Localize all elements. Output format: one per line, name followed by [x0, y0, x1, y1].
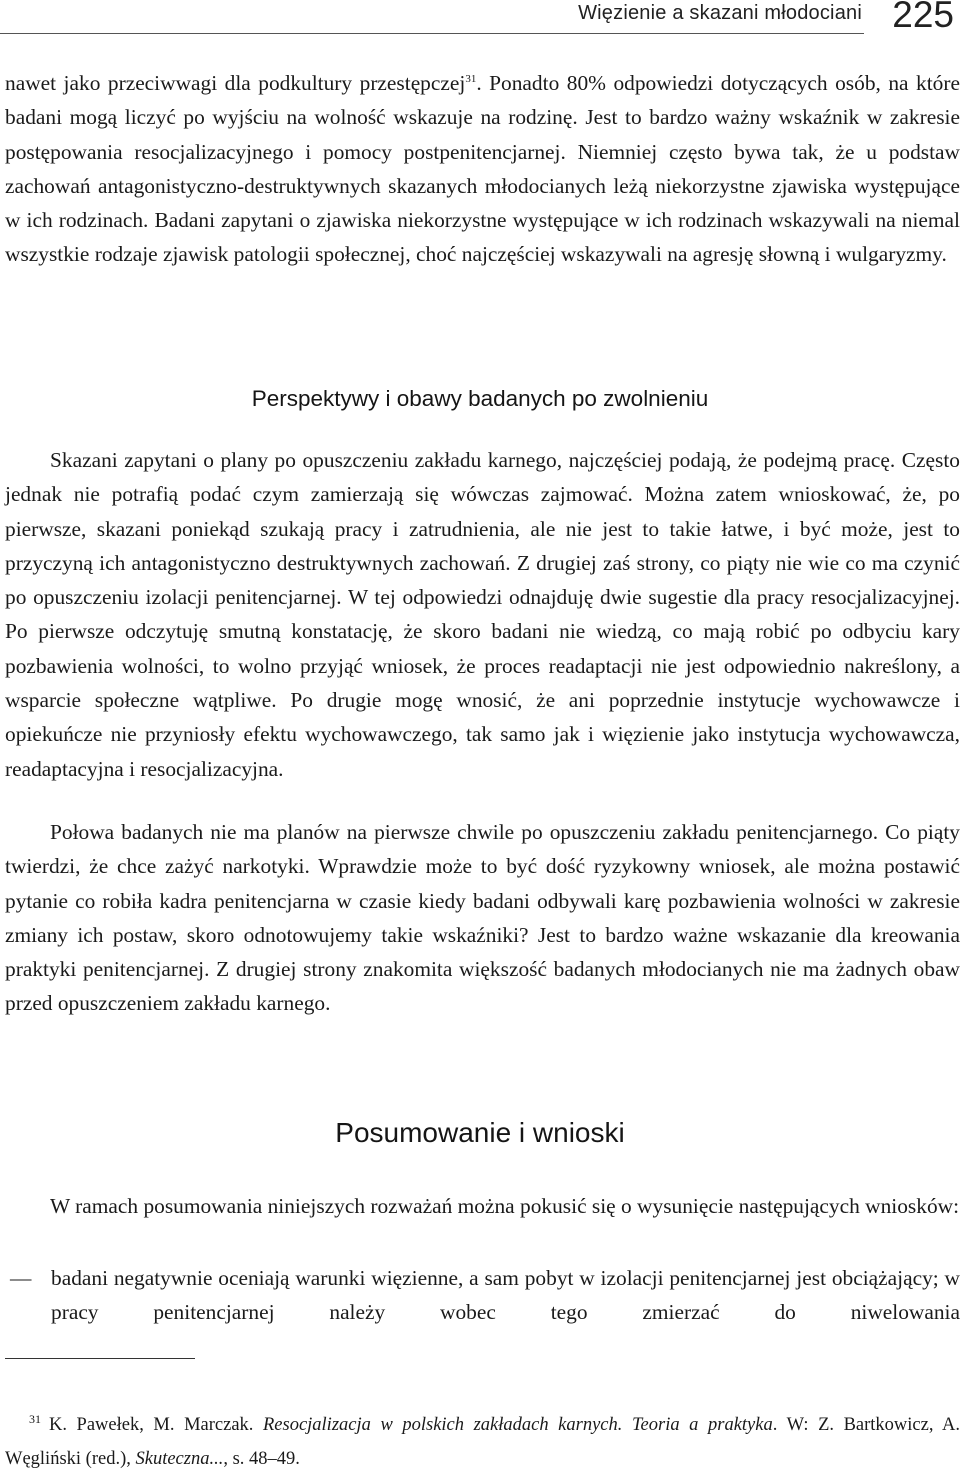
paragraph-summary-intro: W ramach posumowania niniejszych rozważań można pokusić się o wysunięcie następujących wniosków: [50, 1194, 960, 1218]
header-rule [0, 33, 864, 34]
paragraph-text: nawet jako przeciwwagi dla podkultury przestępczej [5, 71, 466, 95]
list-dash: — [10, 1266, 32, 1290]
section-heading-summary: Posumowanie i wnioski [335, 1117, 625, 1148]
footnote-title: Resocjalizacja w polskich zakładach karnych. Teoria a praktyka [262, 1415, 773, 1435]
footnote-source: . W: Z. Bartkowicz, A. Węgliński (red.), [5, 1415, 960, 1469]
paragraph-half-no-plans: Połowa badanych nie ma planów na pierwsze chwile po opuszczeniu zakładu penitencjarnego. Co piąty twierdzi, że chce zażyć narkotyki. Wprawdzie może to być dość ryzykowny wniosek, ale można postawić pytanie co robiła kadra penitencjarna w czasie kiedy badani odbywali karę pozbawienia wolności w zakresie zmiany ich postaw, skoro odnotowujemy takie wskaźniki? Jest to bardzo ważne wskazanie dla kreowania praktyki penitencjarnej. Z drugiej strony znakomita większość badanych młodocianych nie ma żadnych obaw przed opuszczeniem zakładu karnego. [5, 820, 960, 1016]
footnote-rule [5, 1358, 195, 1359]
list-item-text: badani negatywnie oceniają warunki więzienne, a sam pobyt w izolacji penitencjarnej jest obciążający; w pracy penitencjarnej należy wobec tego zmierzać do niwelowania [51, 1266, 960, 1325]
footnote-pages: , s. 48–49. [223, 1449, 300, 1469]
paragraph-text: . Ponadto 80% odpowiedzi dotyczących osób, na które badani mogą liczyć po wyjściu na wolność wskazuje na rodzinę. Jest to bardzo ważny wskaźnik w zakresie postępowania resocjalizacyjnego i pomocy postpenitencjarnej. Niemniej często bywa tak, że u podstaw zachowań antagonistyczno-destruktywnych skazanych młodocianych leżą niekorzystne zjawiska występujące w ich rodzinach. Badani zapytani o zjawiska niekorzystne występujące w ich rodzinach wskazywali na niemal wszystkie rodzaje zjawisk patologii społecznej, choć najczęściej wskazywali na agresję słowną i wulgaryzmy. [5, 71, 960, 267]
paragraph-plans: Skazani zapytani o plany po opuszczeniu zakładu karnego, najczęściej podają, że podejmą pracę. Często jednak nie potrafią podać czym zamierzają się wówczas zajmować. Można zatem wnioskować, że, po pierwsze, skazani poniekąd szukają pracy i zatrudnienia, ale nie jest to takie łatwe, i być może, jest to przyczyną ich antagonistyczno destruktywnych zachowań. Z drugiej zaś strony, co piąty nie wie co ma czynić po opuszczeniu izolacji penitencjarnej. W tej odpowiedzi odnajduję dwie sugestie dla pracy resocjalizacyjnej. Po pierwsze odczytuję smutną konstatację, że skoro badani nie wiedzą, co mają robić po odbyciu kary pozbawienia wolności, to wolno przyjąć wniosek, że proces readaptacji nie jest odpowiednio nakreślony, a wsparcie społeczne wątpliwe. Po drugie mogę wnosić, że ani poprzednie instytucje wychowawcze i opiekuńcze nie przyniosły efektu wychowawczego, tak samo jak i więzienie jako instytucja wychowawcza, readaptacyjna i resocjalizacyjna. [5, 448, 960, 781]
page-number: 225 [892, 0, 954, 35]
page-header [0, 0, 960, 40]
paragraph-family-support [5, 66, 960, 272]
footnote-reference[interactable]: 31 [465, 73, 477, 85]
section-heading-perspectives: Perspektywy i obawy badanych po zwolnieniu [251, 386, 709, 411]
footnote-authors: K. Pawełek, M. Marczak. [49, 1415, 254, 1435]
list-item [5, 1261, 960, 1330]
running-head: Więzienie a skazani młodociani [578, 2, 862, 24]
footnote-title-2: Skuteczna... [135, 1449, 224, 1469]
footnote-number: 31 [29, 1412, 41, 1426]
footnote [5, 1402, 960, 1476]
